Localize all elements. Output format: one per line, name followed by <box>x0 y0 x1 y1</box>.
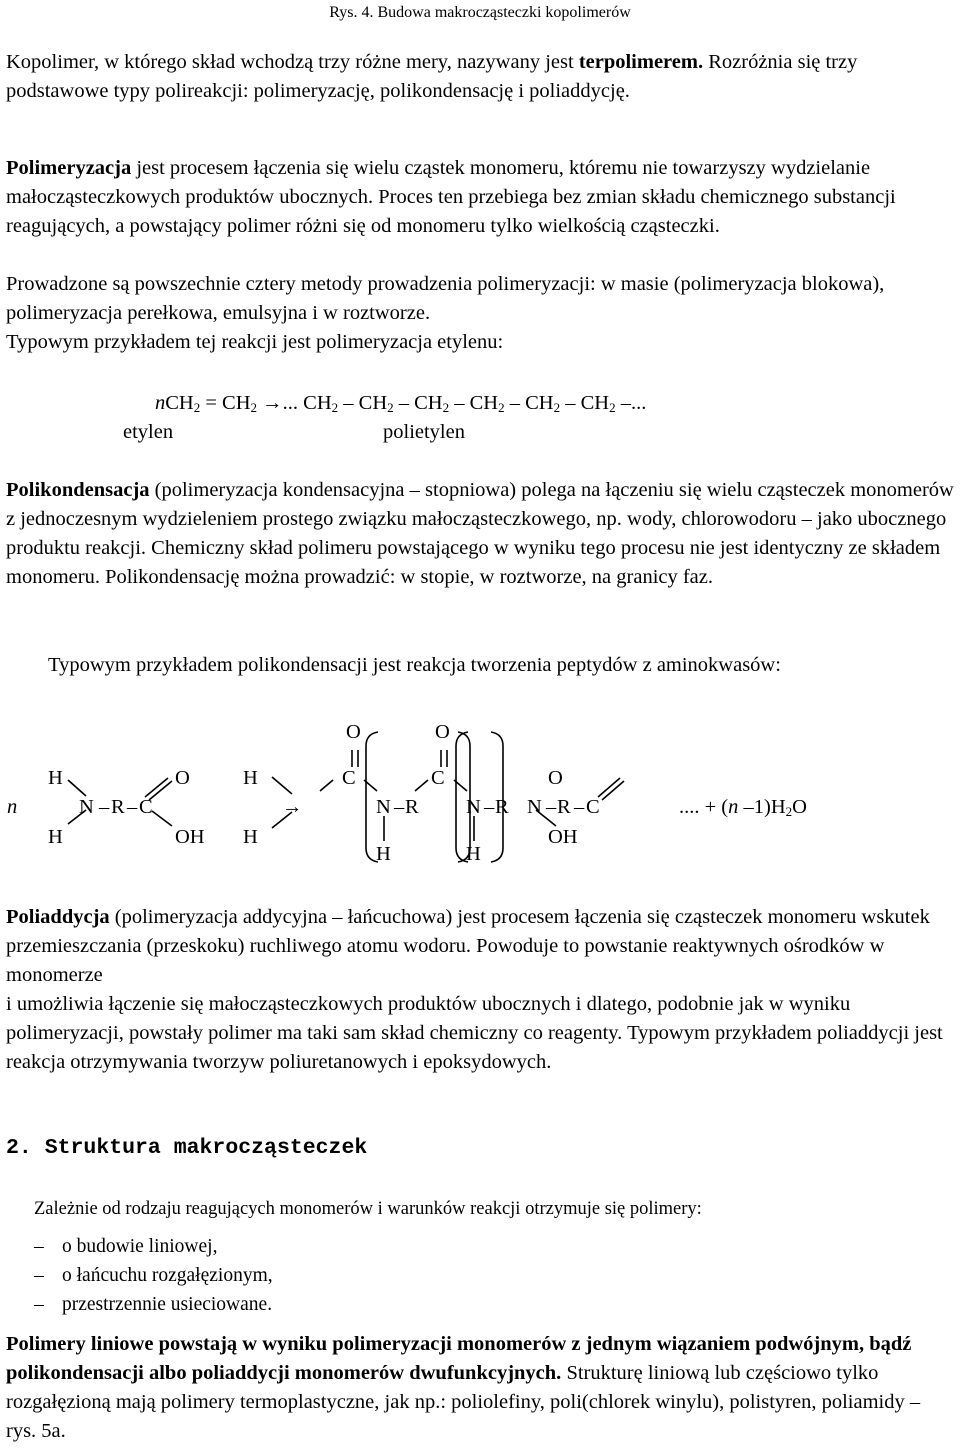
p5-text: (polimeryzacja kondensacyjna – stopniowa) polega na łączeniu się wielu cząsteczek monomerów z jednoczesnym wydzieleniem prostego związku małocząsteczkowego, np. wody, chlorowodoru – jako ubocznego produktu reakcji. Chemiczny skład polimeru powstającego w wyniku tego procesu nie jest identyczny ze składem monomeru. Polikondensację można prowadzić: w stopie, w roztworze, na granicy faz. <box>6 479 954 588</box>
eq-sub: 2 <box>387 400 394 415</box>
bond-r-c2 <box>415 780 428 791</box>
paragraph-polymerization <box>6 154 954 241</box>
p3-text: Prowadzone są powszechnie cztery metody prowadzenia polimeryzacji: w masie (polimeryzacja blokowa), polimeryzacja perełkowa, emulsyjna i w roztworze. <box>6 273 885 324</box>
chem-c3: C <box>431 767 445 789</box>
label-ethylene: etylen <box>123 421 174 443</box>
p7-bold: Poliaddycja <box>6 906 110 928</box>
paragraph-polyaddition <box>6 903 954 1077</box>
eq-rhs: CH <box>298 392 332 414</box>
eq-rhs: CH <box>464 392 499 414</box>
list-item <box>34 1261 273 1290</box>
chem-dash-1: – <box>99 796 110 818</box>
eq-sub: 2 <box>193 400 201 415</box>
chem-dash-6: – <box>574 796 585 818</box>
eq-rhs: CH <box>409 392 443 414</box>
chem-tail-n: n <box>728 796 739 818</box>
chem-h3: H <box>243 767 258 789</box>
chem-n: n <box>7 796 18 818</box>
list-dash: – <box>34 1236 44 1257</box>
paragraph-polycondensation <box>6 476 954 592</box>
p5-bold: Polikondensacja <box>6 479 150 501</box>
eq-sub: 2 <box>331 400 339 415</box>
eq-rhs: CH <box>519 392 554 414</box>
chem-n-coef <box>7 795 17 819</box>
figure-caption: Rys. 4. Budowa makrocząsteczki kopolimerów <box>329 4 631 21</box>
chem-h2: H <box>48 826 63 848</box>
chem-n3: N <box>466 796 481 818</box>
p1-text2: Rozróżnia się trzy podstawowe typy polireakcji: polimeryzację, polikondensację i poliaddycję. <box>6 51 858 102</box>
chem-dash-3: – <box>394 796 405 818</box>
ethylene-equation: $nCH_2 = CH_2$ →... $CH_2 - CH_2 - CH_2 - CH_2 - CH_2 - CH_2$ –... <box>155 392 647 415</box>
eq-sub: 2 <box>250 400 258 415</box>
chem-tail-sub: 2 <box>785 804 793 819</box>
chem-h6: H <box>466 843 481 865</box>
chem-o2: O <box>346 721 361 743</box>
eq-rhs: CH <box>575 392 610 414</box>
chem-n2: N <box>376 796 391 818</box>
chem-r4: R <box>557 796 571 818</box>
chem-c2: C <box>342 767 356 789</box>
chem-dash-5: – <box>546 796 557 818</box>
eq-rhs: CH <box>353 392 388 414</box>
label-polyethylene: polietylen <box>383 421 465 443</box>
chem-o1: O <box>175 767 190 789</box>
chem-tail-3: O <box>792 796 807 818</box>
paragraph-example-ethylene <box>6 328 954 357</box>
list-dash: – <box>34 1265 44 1286</box>
polymer-types-list <box>34 1232 273 1319</box>
list-dash: – <box>34 1294 44 1315</box>
eq-arrow: → <box>262 392 283 414</box>
p1-text: Kopolimer, w którego skład wchodzą trzy różne mery, nazywany jest <box>6 51 579 73</box>
section-heading: 2. Struktura makrocząsteczek <box>6 1136 368 1160</box>
p7-text: (polimeryzacja addycyjna – łańcuchowa) jest procesem łączenia się cząsteczek monomeru wskutek przemieszczania (przeskoku) ruchliwego atomu wodoru. Powoduje to powstanie reaktywnych ośrodków w monomerze <box>6 906 930 986</box>
bond-c-oh <box>152 811 172 826</box>
intro-text: Zależnie od rodzaju reagujących monomerów i warunków reakcji otrzymuje się polimery: <box>34 1199 702 1219</box>
eq-ch: CH <box>165 392 194 414</box>
list-item <box>34 1290 273 1319</box>
eq-equals: = CH <box>200 392 251 414</box>
chem-tail-1: .... + ( <box>679 796 729 818</box>
chem-o3: O <box>435 721 450 743</box>
p2-bold: Polimeryzacja <box>6 157 132 179</box>
chem-dash-2: – <box>127 796 138 818</box>
chem-h5: H <box>376 843 391 865</box>
chem-tail-2: –1)H <box>738 796 786 818</box>
paragraph-linear-polymers <box>6 1330 954 1446</box>
eq-sub: 2 <box>498 400 505 415</box>
list-item <box>34 1232 273 1261</box>
p4-text: Typowym przykładem tej reakcji jest polimeryzacja etylenu: <box>6 331 504 353</box>
eq-dots: ... <box>282 392 299 414</box>
list-item-text: o budowie liniowej, <box>62 1236 218 1257</box>
chem-n1: N <box>79 796 94 818</box>
chem-n4: N <box>527 796 542 818</box>
bond-c1-left <box>320 780 333 791</box>
p1-bold: terpolimerem. <box>578 51 704 73</box>
bond-arrow-up <box>272 777 292 794</box>
eq-sub: 2 <box>553 400 561 415</box>
list-item-text: przestrzennie usieciowane. <box>62 1294 273 1315</box>
p6-text: Typowym przykładem polikondensacji jest reakcja tworzenia peptydów z aminokwasów: <box>48 654 781 676</box>
chem-c1: C <box>139 796 153 818</box>
paragraph-example-peptides <box>48 651 954 680</box>
chem-arrow: → <box>282 796 303 818</box>
p8-text: Strukturę liniową lub częściowo tylko rozgałęzioną mają polimery termoplastyczne, jak np.: poliolefiny, poli(chlorek winylu), polistyren, poliamidy – rys. 5a. <box>6 1362 921 1442</box>
chem-tail <box>679 795 807 819</box>
eq-tail: ... <box>630 392 647 414</box>
list-item-text: o łańcuchu rozgałęzionym, <box>62 1265 273 1286</box>
eq-sub: 2 <box>442 400 450 415</box>
chem-h1: H <box>48 767 63 789</box>
eq-n: n <box>155 392 166 414</box>
paragraph-terpolymer <box>6 48 954 106</box>
chem-r1: R <box>111 796 125 818</box>
chem-r3: R <box>495 796 509 818</box>
p2-text: jest procesem łączenia się wielu cząstek monomeru, któremu nie towarzyszy wydzielanie małocząsteczkowych produktów ubocznych. Proces ten przebiega bez zmian składu chemicznego substancji reagujących, a powstający polimer różni się od monomeru tylko wielkością cząsteczki. <box>6 157 896 237</box>
p7-text2: i umożliwia łączenie się małocząsteczkowych produktów ubocznych i dlatego, podobnie jak w wyniku polimeryzacji, powstały polimer ma taki sam skład chemiczny co reagenty. Typowym przykładem poliaddycji jest reakcja otrzymywania tworzyw poliuretanowych i epoksydowych. <box>6 993 943 1073</box>
chem-oh2: OH <box>548 826 578 848</box>
p8-bold: Polimery liniowe powstają w wyniku polimeryzacji monomerów z jednym wiązaniem podwójnym, bądź polikondensacji albo poliaddycji monomerów dwufunkcyjnych. <box>6 1333 912 1384</box>
chem-r2: R <box>405 796 419 818</box>
chem-oh1: OH <box>175 826 205 848</box>
bond-h-n-top <box>68 780 86 796</box>
chem-c4: C <box>586 796 600 818</box>
chem-h4: H <box>243 826 258 848</box>
chem-dash-4: – <box>484 796 495 818</box>
eq-sub: 2 <box>609 400 616 415</box>
chem-o4: O <box>548 767 563 789</box>
peptide-reaction-diagram <box>0 720 960 870</box>
paragraph-methods <box>6 270 954 328</box>
